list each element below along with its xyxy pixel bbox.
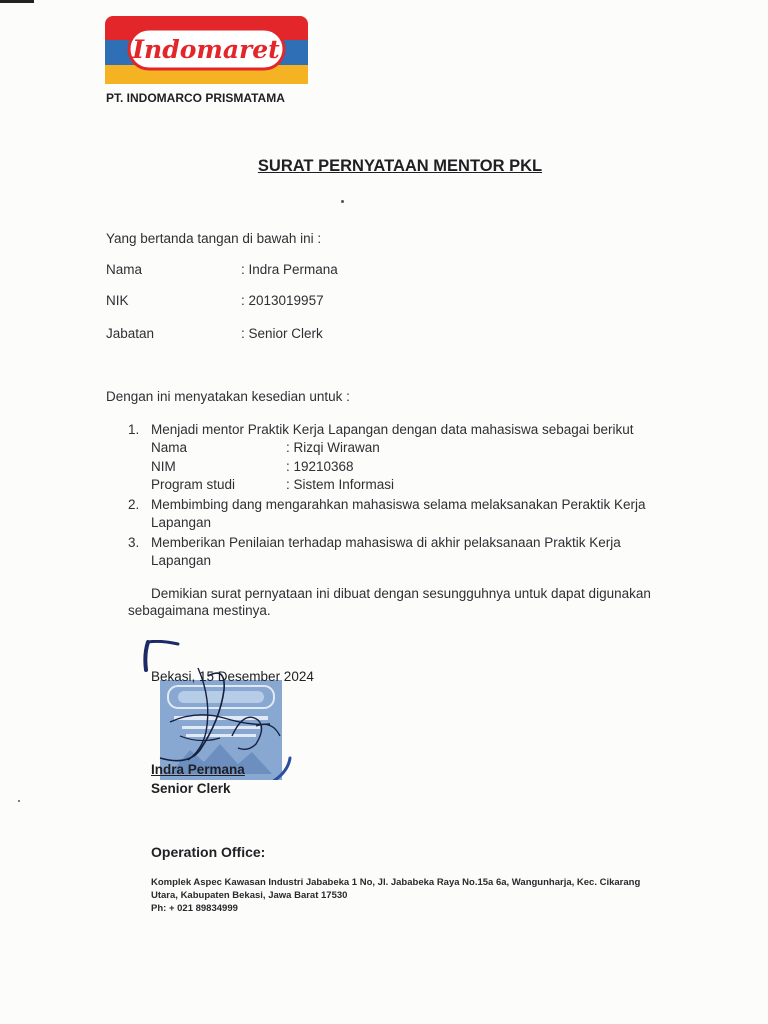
office-address: Utara, Kabupaten Bekasi, Jawa Barat 17530 xyxy=(151,890,348,901)
office-address: Komplek Aspec Kawasan Industri Jababeka 1 No, Jl. Jababeka Raya No.15a 6a, Wangunharja, Kec. Cikarang xyxy=(151,877,641,888)
scan-speck xyxy=(341,200,344,203)
student-name-value: : Rizqi Wirawan xyxy=(286,440,380,455)
mentor-nik-label: NIK xyxy=(106,293,129,308)
student-name-label: Nama xyxy=(151,440,188,455)
office-phone: Ph: + 021 89834999 xyxy=(151,903,238,914)
document-title: SURAT PERNYATAAN MENTOR PKL xyxy=(257,157,543,175)
signer-role: Senior Clerk xyxy=(151,781,231,796)
signer-name: Indra Permana xyxy=(151,762,245,777)
indomaret-logo xyxy=(105,16,308,84)
mentor-name-value: : Indra Permana xyxy=(241,262,338,277)
mentor-name-label: Nama xyxy=(106,262,143,277)
list-item-text: Membimbing dang mengarahkan mahasiswa selama melaksanakan Peraktik Kerja xyxy=(151,497,646,512)
student-program-label: Program studi xyxy=(151,477,236,492)
list-number: 1. xyxy=(128,422,140,437)
list-item-text: Memberikan Penilaian terhadap mahasiswa di akhir pelaksanaan Praktik Kerja xyxy=(151,535,621,550)
list-item-text: Menjadi mentor Praktik Kerja Lapangan dengan data mahasiswa sebagai berikut xyxy=(151,422,634,437)
intro-text: Yang bertanda tangan di bawah ini : xyxy=(106,231,322,246)
statement-intro: Dengan ini menyatakan kesedian untuk : xyxy=(106,389,350,404)
scan-speck xyxy=(18,800,20,802)
closing-text: sebagaimana mestinya. xyxy=(128,603,271,618)
company-name: PT. INDOMARCO PRISMATAMA xyxy=(106,91,285,105)
mentor-position-value: : Senior Clerk xyxy=(241,326,323,341)
logo-wordmark: Indomaret xyxy=(132,35,280,64)
list-number: 3. xyxy=(128,535,140,550)
list-item-text: Lapangan xyxy=(151,515,212,530)
list-item-text: Lapangan xyxy=(151,553,212,568)
mentor-position-label: Jabatan xyxy=(106,326,155,341)
scan-mark xyxy=(0,0,34,3)
list-number: 2. xyxy=(128,497,140,512)
closing-text: Demikian surat pernyataan ini dibuat dengan sesungguhnya untuk dapat digunakan xyxy=(151,586,651,601)
handwritten-signature xyxy=(140,640,300,780)
student-nim-value: : 19210368 xyxy=(286,459,354,474)
place-date: Bekasi, 15 Desember 2024 xyxy=(151,669,314,684)
student-program-value: : Sistem Informasi xyxy=(286,477,395,492)
office-heading: Operation Office: xyxy=(151,844,266,860)
student-nim-label: NIM xyxy=(151,459,176,474)
mentor-nik-value: : 2013019957 xyxy=(241,293,324,308)
